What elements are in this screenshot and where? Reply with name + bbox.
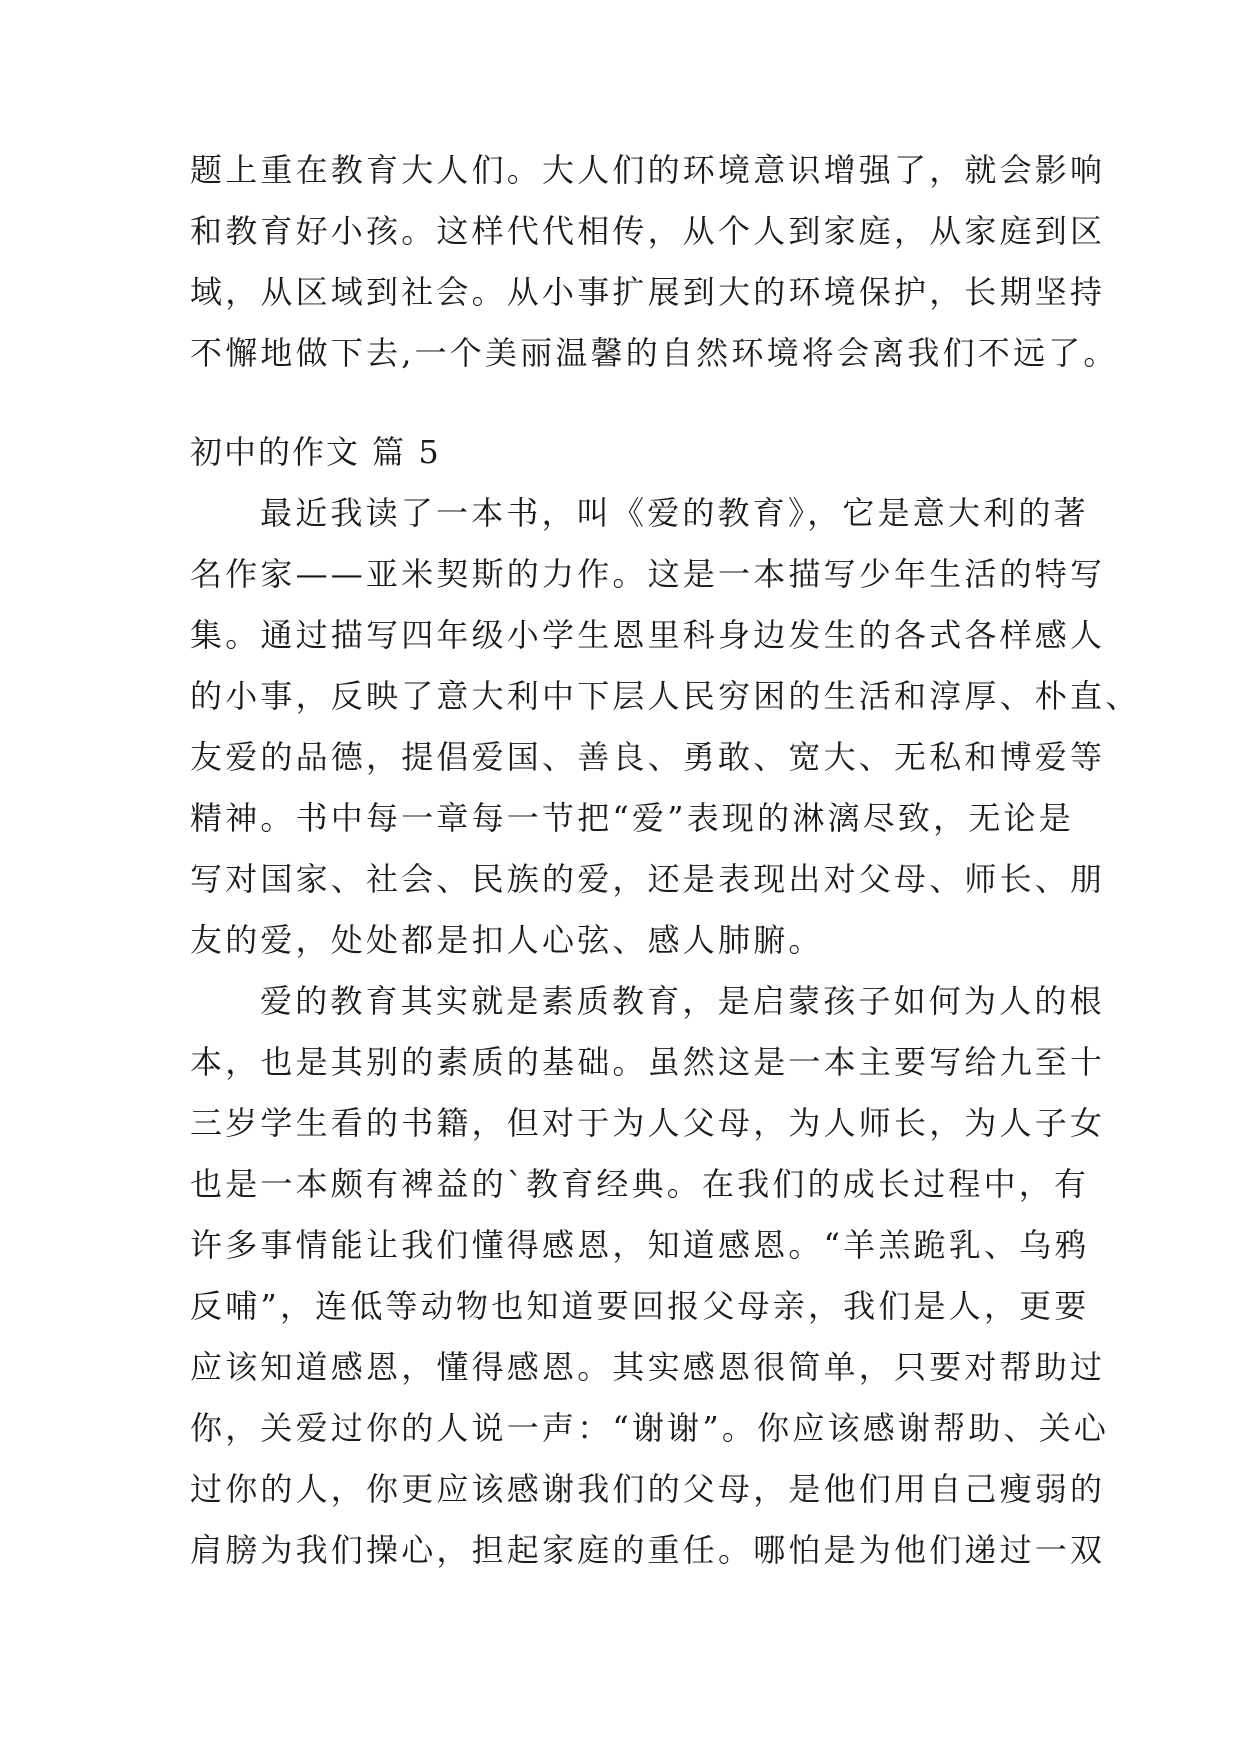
text-line: 三岁学生看的书籍，但对于为人父母，为人师长，为人子女: [190, 1104, 1106, 1142]
paragraph-1: [190, 483, 1141, 971]
text-line: 的小事，反映了意大利中下层人民穷困的生活和淳厚、朴直、: [190, 677, 1141, 715]
text-line: 名作家——亚米契斯的力作。这是一本描写少年生活的特写: [190, 555, 1106, 593]
section-gap: [190, 384, 1052, 422]
text-line: 不懈地做下去,一个美丽温馨的自然环境将会离我们不远了。: [190, 334, 1119, 372]
text-line: 也是一本颇有裨益的`教育经典。在我们的成长过程中，有: [190, 1165, 1090, 1203]
section-heading: 初中的作文 篇 5: [190, 433, 441, 471]
text-line: 友的爱，处处都是扣人心弦、感人肺腑。: [190, 921, 824, 959]
text-line: 应该知道感恩，懂得感恩。其实感恩很简单，只要对帮助过: [190, 1348, 1106, 1386]
text-line: 写对国家、社会、民族的爱，还是表现出对父母、师长、朋: [190, 860, 1106, 898]
paragraph-2: [190, 971, 1110, 1581]
text-line: 过你的人，你更应该感谢我们的父母，是他们用自己瘦弱的: [190, 1470, 1106, 1508]
text-line: 精神。书中每一章每一节把“爱”表现的淋漓尽致，无论是: [190, 799, 1074, 837]
text-line: 许多事情能让我们懂得感恩，知道感恩。“羊羔跪乳、乌鸦: [190, 1226, 1090, 1264]
document-page: [190, 140, 1141, 1581]
text-line: 反哺”，连低等动物也知道要回报父母亲，我们是人，更要: [190, 1287, 1090, 1325]
text-line: 爱的教育其实就是素质教育，是启蒙孩子如何为人的根: [260, 982, 1105, 1020]
text-line: 题上重在教育大人们。大人们的环境意识增强了，就会影响: [190, 151, 1106, 189]
text-line: 你，关爱过你的人说一声：“谢谢”。你应该感谢帮助、关心: [190, 1409, 1110, 1447]
text-line: 肩膀为我们操心，担起家庭的重任。哪怕是为他们递过一双: [190, 1531, 1106, 1569]
text-line: 本，也是其别的素质的基础。虽然这是一本主要写给九至十: [190, 1043, 1106, 1081]
text-line: 集。通过描写四年级小学生恩里科身边发生的各式各样感人: [190, 616, 1106, 654]
paragraph-continued: [190, 140, 1119, 384]
text-line: 域，从区域到社会。从小事扩展到大的环境保护，长期坚持: [190, 273, 1106, 311]
text-line: 最近我读了一本书，叫《爱的教育》，它是意大利的著: [260, 494, 1089, 532]
text-line: 和教育好小孩。这样代代相传，从个人到家庭，从家庭到区: [190, 212, 1106, 250]
text-line: 友爱的品德，提倡爱国、善良、勇敢、宽大、无私和博爱等: [190, 738, 1106, 776]
